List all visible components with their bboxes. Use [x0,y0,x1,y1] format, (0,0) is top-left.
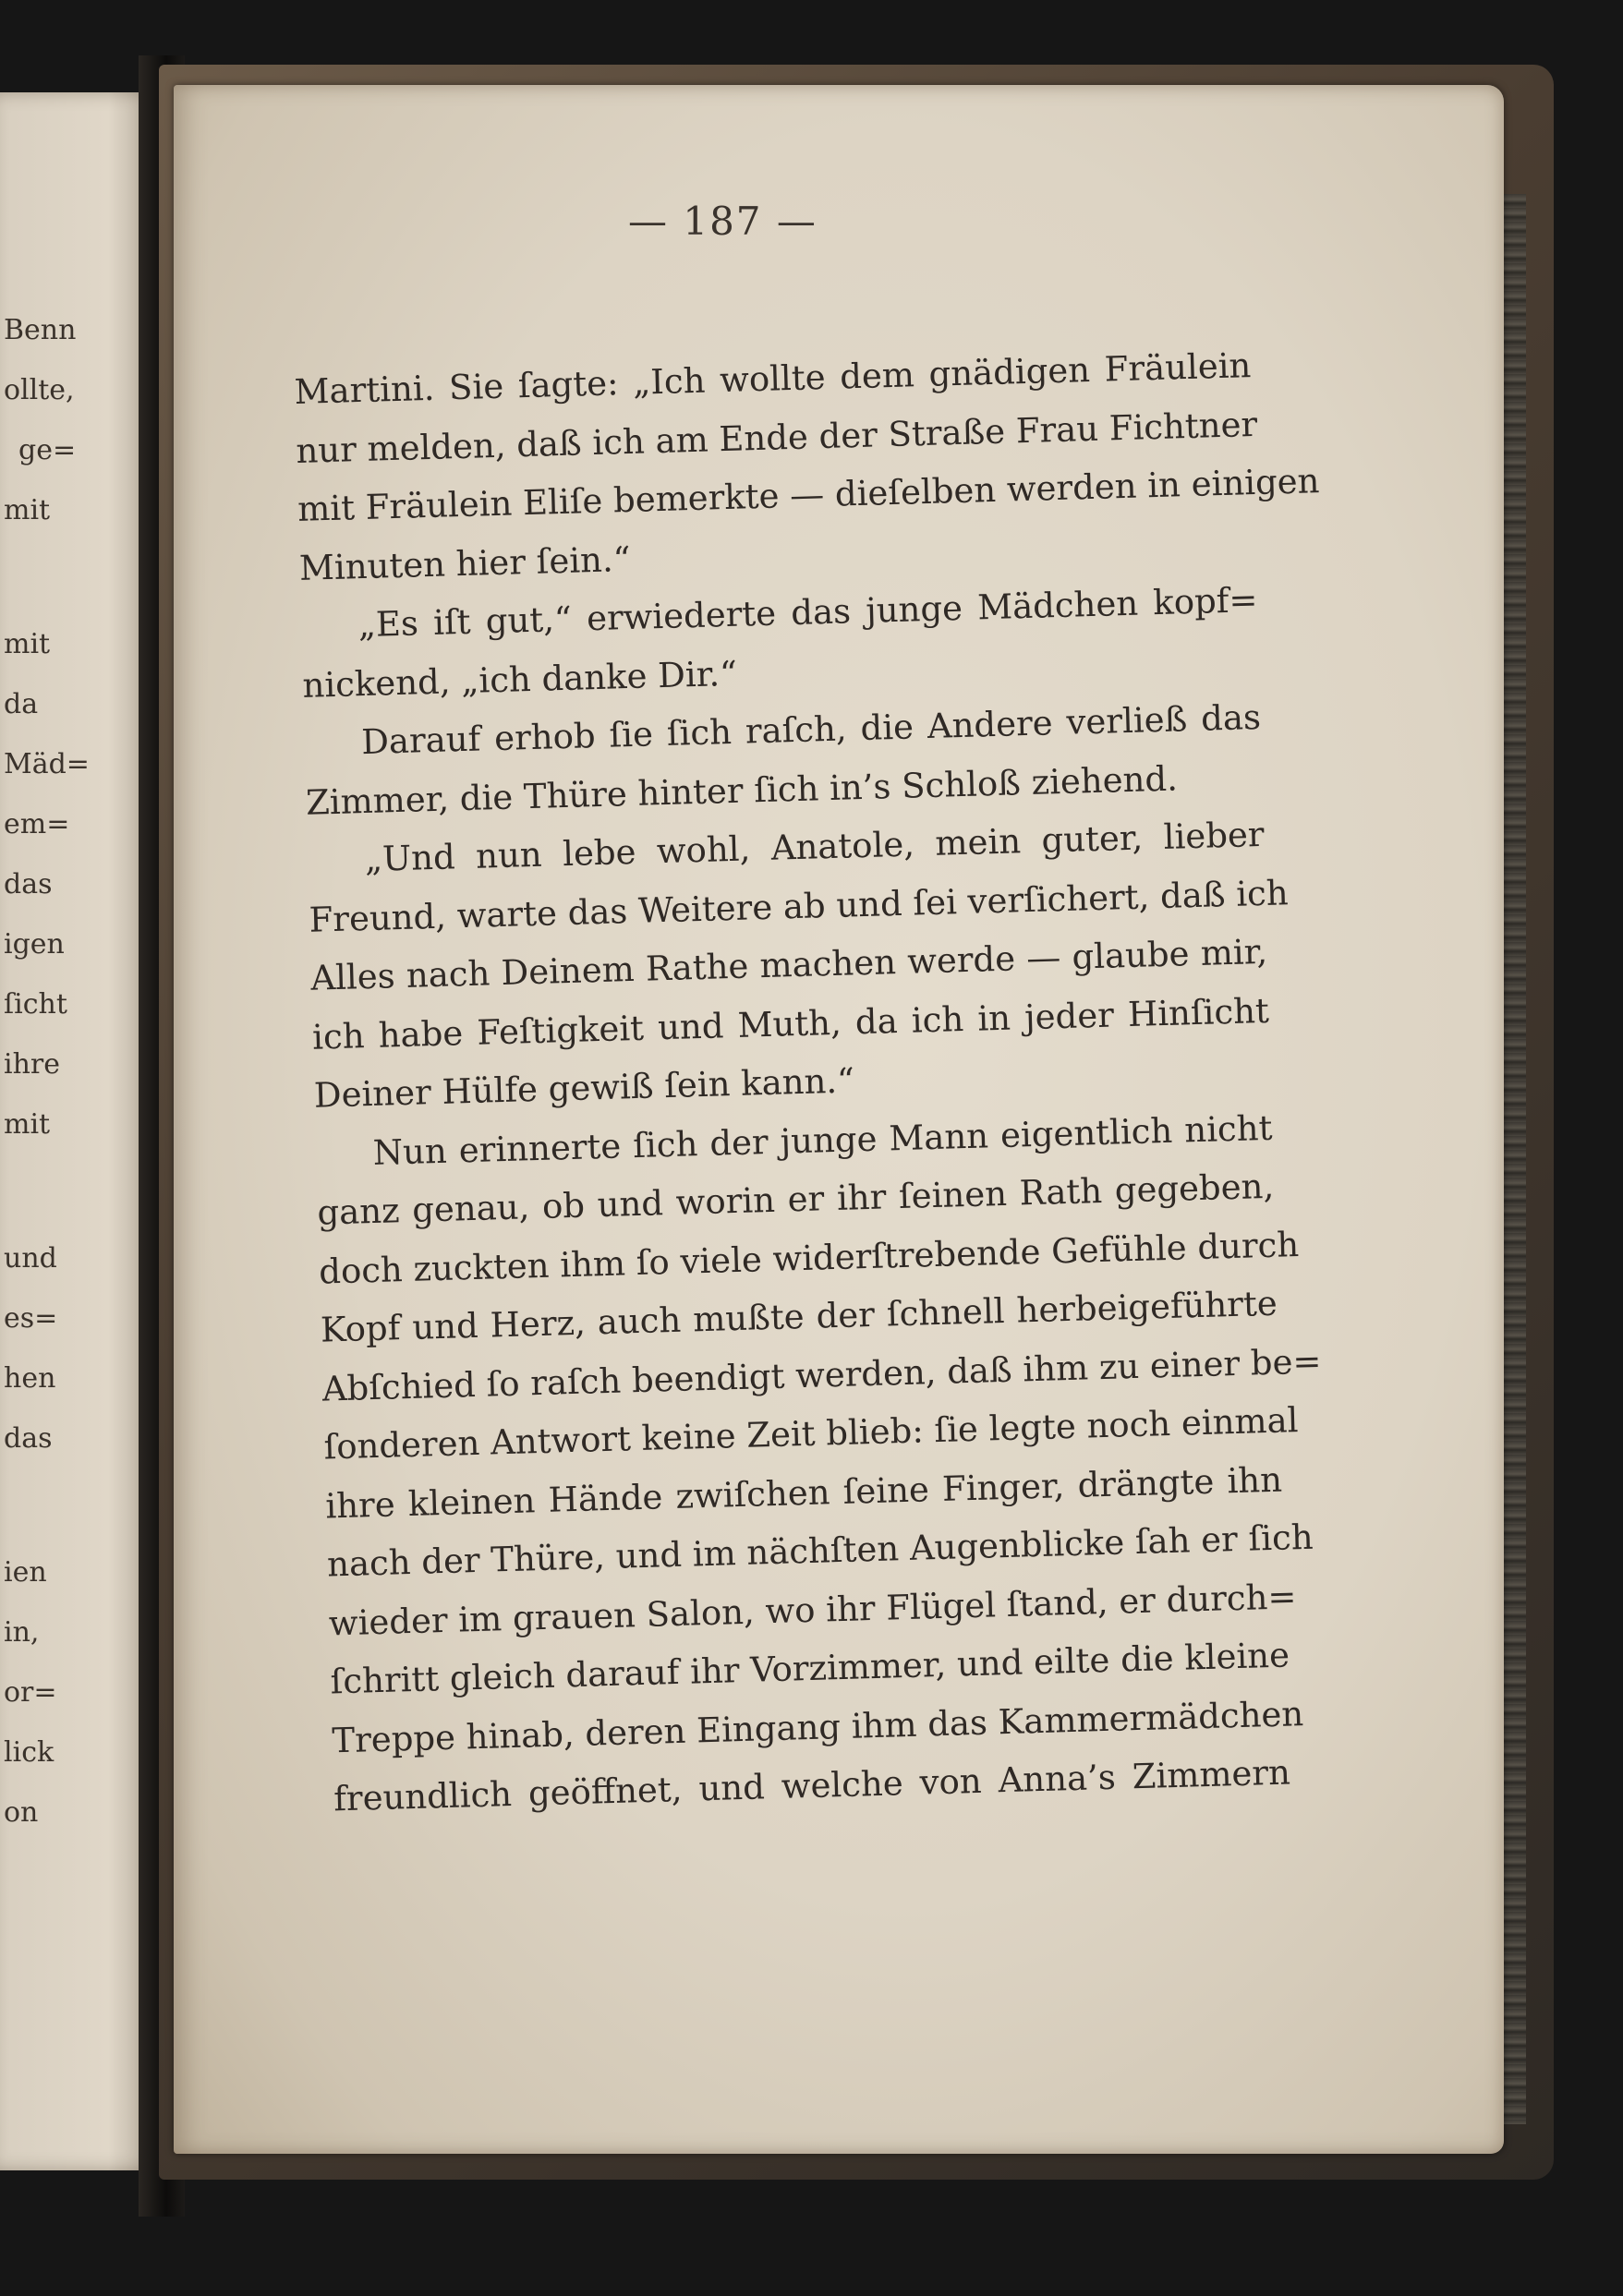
facing-page-fragment: igen [4,928,65,961]
facing-page-fragment: Mäd= [4,748,90,780]
text-line: Deiner Hülfe gewiß ſein kann.“ [313,1060,855,1116]
text-line: ſonderen Antwort keine Zeit blieb: ſie legte noch einmal [322,1400,1299,1468]
text-line: „Es iſt gut,“ erwiederte das junge Mädchen kopf= [357,579,1258,646]
facing-page-fragment: hen [4,1362,56,1395]
facing-page-fragment: das [4,1422,53,1455]
text-line: Freund, warte das Weitere ab und ſei verſichert, daß ich [309,872,1290,940]
facing-page-fragment: Benn [4,314,77,346]
text-line: ihre kleinen Hände zwiſchen ſeine Finger, drängte ihn [324,1459,1283,1527]
facing-page-fragment: da [4,688,39,720]
text-line: freundlich geöffnet, und welche von Anna’s Zimmern [333,1752,1291,1819]
facing-page-fragment: das [4,868,53,900]
text-line: Nun erinnerte ſich der junge Mann eigentlich nicht [372,1107,1273,1173]
text-line: Treppe hinab, deren Eingang ihm das Kammermädchen [331,1693,1304,1760]
facing-page-fragment: mit [4,494,51,526]
facing-page-fragment: lick [4,1736,55,1769]
text-line: Abſchied ſo raſch beendigt werden, daß ihm zu einer be= [321,1340,1322,1409]
text-line: doch zuckten ihm ſo viele widerſtrebende Gefühle durch [318,1224,1300,1292]
facing-page-fragment: ien [4,1556,47,1589]
text-line: mit Fräulein Eliſe bemerkte — dieſelben werden in einigen [297,461,1321,529]
facing-page-fragment: mit [4,1108,51,1141]
text-line: „Und nun lebe wohl, Anatole, mein guter, lieber [364,814,1266,880]
text-line: Kopf und Herz, auch mußte der ſchnell herbeigeführte [320,1283,1278,1350]
facing-page-fragment: on [4,1796,39,1829]
text-line: nickend, „ich danke Dir.“ [301,653,738,706]
text-line: Minuten hier ſein.“ [298,538,632,588]
facing-page-fragment: ihre [4,1048,61,1081]
text-line: nur melden, daß ich am Ende der Straße Frau Fichtner [295,404,1258,471]
text-line: Darauf erhob ſie ſich raſch, die Andere verließ das [360,696,1262,763]
facing-page-fragment: mit [4,628,51,660]
facing-page-fragment: und [4,1242,57,1275]
facing-page-fragment: in, [4,1616,40,1649]
page-number: — 187 — [628,199,818,244]
text-line: ſchritt gleich darauf ihr Vorzimmer, und eilte die kleine [330,1635,1290,1702]
text-line: nach der Thüre, und im nächſten Augenblicke ſah er ſich [326,1517,1314,1585]
facing-page [0,92,155,2170]
facing-page-fragment: em= [4,808,70,840]
text-line: Martini. Sie ſagte: „Ich wollte dem gnädigen Fräulein [294,345,1252,412]
text-line: wieder im grauen Salon, wo ihr Flügel ſtand, er durch= [328,1576,1297,1643]
text-line: Zimmer, die Thüre hinter ſich in’s Schloß ziehend. [305,757,1179,823]
facing-page-fragment: ollte, [4,374,75,406]
facing-page-fragment: ſicht [4,988,67,1021]
facing-page-fragment: es= [4,1302,58,1335]
facing-page-fragment: ge= [18,434,77,466]
text-line: ich habe Feſtigkeit und Muth, da ich in jeder Hinſicht [311,990,1270,1057]
text-line: ganz genau, ob und worin er ihr ſeinen Rath gegeben, [316,1166,1275,1233]
facing-page-fragment: or= [4,1676,57,1709]
text-line: Alles nach Deinem Rathe machen werde — glaube mir, [309,931,1268,998]
